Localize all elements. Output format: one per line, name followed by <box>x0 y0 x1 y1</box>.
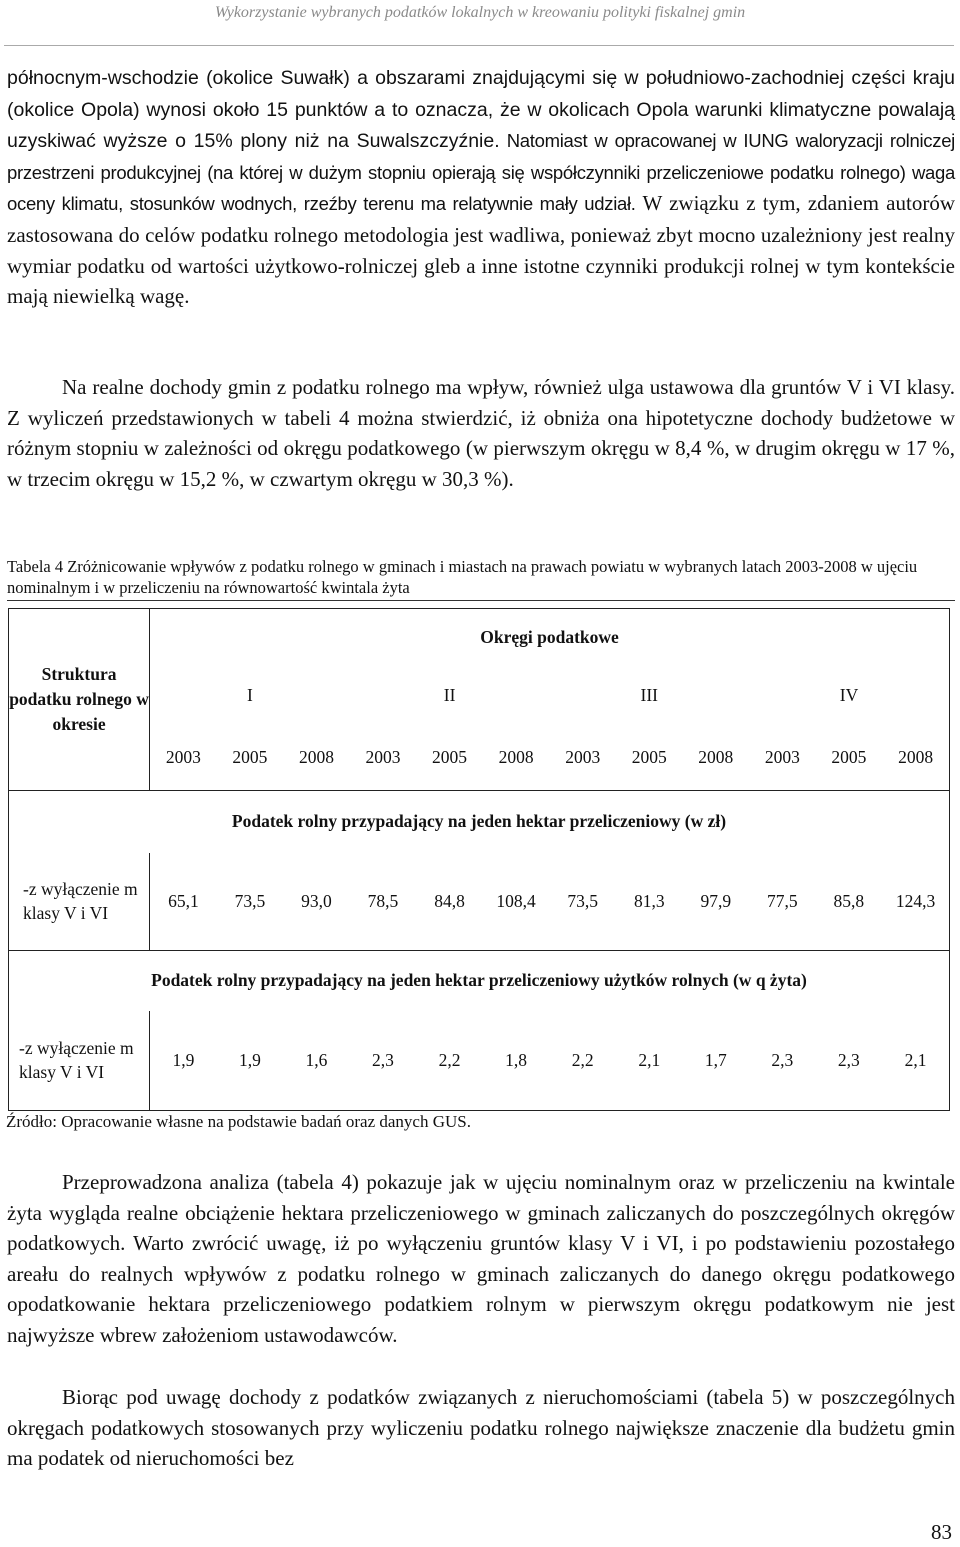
value-cell: 124,3 <box>882 853 949 951</box>
value-cell: 1,7 <box>683 1011 750 1111</box>
page-number: 83 <box>931 1520 952 1544</box>
year-header: 2003 <box>565 746 601 767</box>
year-header: 2003 <box>365 746 401 767</box>
value-cell: 85,8 <box>833 890 865 911</box>
value-cell: 2,3 <box>749 1011 816 1111</box>
year-header: 2003 <box>165 746 201 767</box>
row-label: -z wyłączenie m klasy V i VI <box>9 853 150 951</box>
value-cell: 1,9 <box>217 1011 284 1111</box>
value-cell: 84,8 <box>434 890 465 911</box>
value-cell: 97,9 <box>700 890 732 911</box>
value-cell: 2,1 <box>882 1011 949 1111</box>
year-header: 2003 <box>764 746 800 767</box>
value-cell: 2,3 <box>816 1011 883 1111</box>
value-cell: 81,3 <box>633 890 665 911</box>
value-cell: 1,9 <box>150 1011 217 1111</box>
running-header: Wykorzystanie wybranych podatków lokalnych w kreowaniu polityki fiskalnej gmin <box>214 4 746 21</box>
year-header: 2008 <box>698 746 734 767</box>
table-caption: Tabela 4 Zróżnicowanie wpływów z podatku rolnego w gminach i miastach na prawach powiatu w wybranych latach 2003-2008 w ujęciu nominalnym i w przeliczeniu na równowartość kwintala żyta <box>7 557 918 597</box>
year-header: 2008 <box>882 725 949 791</box>
year-header: 2008 <box>498 746 534 767</box>
value-cell: 65,1 <box>168 890 199 911</box>
value-cell: 93,0 <box>301 890 332 911</box>
year-header: 2005 <box>831 746 867 767</box>
paragraph-1-serif-text: W związku z tym, zdaniem autorów zastosowana do celów podatku rolnego metodologia jest wadliwa, ponieważ zbyt mocno uzależniony jest realny wymiar podatku od wartości użytkowo-rolniczej gleb a inne istotne czynniki produkcji rolnej w tym kontekście mają niewielką wagę. <box>7 191 955 309</box>
group-header: Okręgi podatkowe <box>150 609 950 667</box>
district-header: I <box>246 685 253 705</box>
value-cell: 78,5 <box>367 890 399 911</box>
year-header: 2005 <box>232 746 268 767</box>
year-header: 2005 <box>432 746 467 767</box>
value-cell: 77,5 <box>767 890 798 911</box>
section-1-title: Podatek rolny przypadający na jeden hektar przeliczeniowy (w zł) <box>9 791 950 853</box>
value-cell: 1,6 <box>283 1011 350 1111</box>
value-cell: 73,5 <box>234 890 266 911</box>
paragraph-1 <box>7 62 955 312</box>
paragraph-1-sans-text: północnym-wschodzie (okolice Suwałk) a obszarami znajdującymi się w południowo-zachodniej części kraju (okolice Opola) wynosi około 15 punktów a to oznacza, że w okolicach Opola warunki klimatyczne powalają uzyskiwać wyższe o 15% plony niż na Suwalszczyźnie. <box>7 67 955 153</box>
value-cell: 2,2 <box>416 1011 483 1111</box>
paragraph-3: Przeprowadzona analiza (tabela 4) pokazuje jak w ujęciu nominalnym oraz w przeliczeniu na kwintale żyta wygląda realne obciążenie hektara przeliczeniowego w gminach zaliczanych do poszczególnych okręgów podatkowych. Warto zwrócić uwagę, iż po wyłączeniu gruntów klasy V i VI, i po podstawieniu pozostałego areału do realnych wpływów z podatku rolnego w gminach zaliczanych do danego okręgu podatkowego opodatkowanie hektara przeliczeniowego podatkiem rolnym w pierwszym okręgu podatkowym nie jest najwyższe wbrew założeniom ustawodawców. <box>7 1170 955 1347</box>
value-cell: 2,1 <box>616 1011 683 1111</box>
header-divider <box>4 45 954 46</box>
row-label: -z wyłączenie m klasy V i VI <box>9 1011 150 1111</box>
paragraph-4: Biorąc pod uwagę dochody z podatków związanych z nieruchomościami (tabela 5) w poszczególnych okręgach podatkowych stosowanych przy wyliczeniu podatku rolnego największe znaczenie dla budżetu gmin ma podatek od nieruchomości bez <box>7 1385 955 1471</box>
district-header: III <box>640 685 658 705</box>
district-header: II <box>443 685 456 705</box>
value-cell: 108,4 <box>496 890 536 911</box>
paragraph-2: Na realne dochody gmin z podatku rolnego ma wpływ, również ulga ustawowa dla gruntów V i VI klasy. Z wyliczeń przedstawionych w tabeli 4 można stwierdzić, iż obniża ona hipotetyczne dochody budżetowe w różnym stopniu w zależności od okręgu podatkowego (w pierwszym okręgu w 8,4 %, w drugim okręgu w 17 %, w trzecim okręgu w 15,2 %, w czwartym okręgu w 30,3 %). <box>7 375 955 491</box>
district-header: IV <box>749 667 949 725</box>
table-source: Źródło: Opracowanie własne na podstawie badań oraz danych GUS. <box>6 1112 471 1131</box>
value-cell: 2,2 <box>549 1011 616 1111</box>
section-2-title: Podatek rolny przypadający na jeden hektar przeliczeniowy użytków rolnych (w q żyta) <box>9 951 950 1011</box>
stub-header: Struktura podatku rolnego w okresie <box>9 609 150 791</box>
tax-table <box>8 608 950 1111</box>
year-header: 2005 <box>631 746 667 767</box>
value-cell: 2,3 <box>350 1011 417 1111</box>
caption-underline <box>7 600 955 601</box>
value-cell: 73,5 <box>567 890 599 911</box>
paragraph-1-narrow-text: Natomiast w opracowanej w IUNG waloryzacji rolniczej przestrzeni produkcyjnej (na której w dużym stopniu opierają się współczynniki przeliczeniowe podatku rolnego) waga oceny klimatu, stosunków wodnych, rzeźby terenu ma relatywnie mały udział. <box>7 130 955 215</box>
year-header: 2008 <box>298 746 334 767</box>
value-cell: 1,8 <box>483 1011 550 1111</box>
